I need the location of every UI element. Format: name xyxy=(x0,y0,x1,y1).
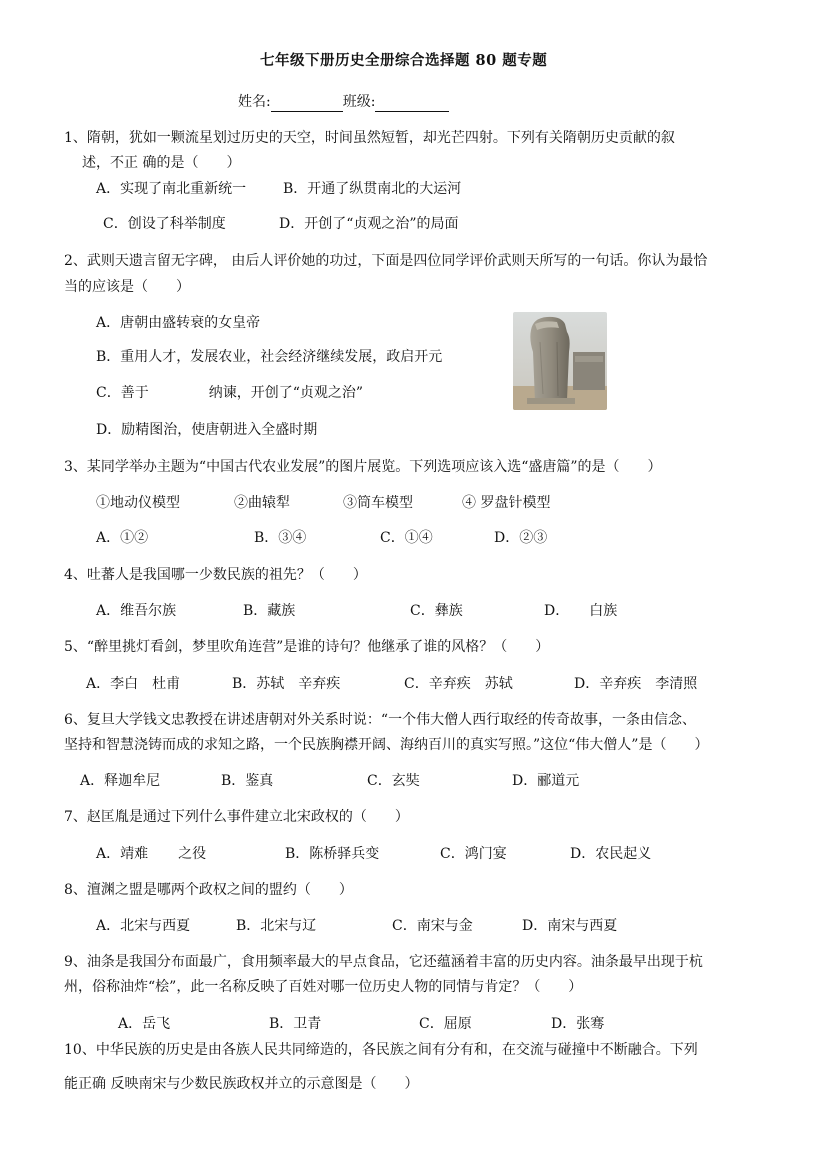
option-a[interactable]: A．实现了南北重新统一 xyxy=(96,181,247,197)
question-stem: 述，不正 确的是（ ） xyxy=(82,155,241,171)
question-stem: 坚持和智慧浇铸而成的求知之路，一个民族胸襟开阔、海纳百川的真实写照。”这位“伟大僧人”是（ ） xyxy=(64,737,709,753)
option-d[interactable]: D．郦道元 xyxy=(512,773,580,789)
option-b[interactable]: B．北宋与辽 xyxy=(236,918,317,934)
option-c-part2: 纳谏，开创了“贞观之治” xyxy=(208,385,364,401)
question-stem: 3、某同学举办主题为“中国古代农业发展”的图片展览。下列选项应该入选“盛唐篇”的是（ ） xyxy=(64,459,662,475)
option-c[interactable]: C．屈原 xyxy=(419,1016,472,1032)
question-stem: 州，俗称油炸“桧”，此一名称反映了百姓对哪一位历史人物的同情与肯定？（ ） xyxy=(64,979,583,995)
stele-icon xyxy=(513,312,607,410)
question-stem: 7、赵匡胤是通过下列什么事件建立北宋政权的（ ） xyxy=(64,809,409,825)
list-item: ①地动仪模型 xyxy=(96,495,180,511)
option-b[interactable]: B．重用人才，发展农业，社会经济继续发展，政启开元 xyxy=(96,349,443,365)
class-label: 班级: xyxy=(342,94,376,110)
option-d[interactable]: D．农民起义 xyxy=(570,846,652,862)
question-stem: 6、复旦大学钱文忠教授在讲述唐朝对外关系时说：“一个伟大僧人西行取经的传奇故事，一条由信念、 xyxy=(64,712,697,728)
option-b[interactable]: B．开通了纵贯南北的大运河 xyxy=(283,181,462,197)
option-d[interactable]: D． 白族 xyxy=(544,603,618,619)
option-a[interactable]: A．①② xyxy=(96,530,149,546)
option-d[interactable]: D．励精图治，使唐朝进入全盛时期 xyxy=(96,422,318,438)
option-c-part1: C．善于 xyxy=(96,385,149,401)
option-d[interactable]: D．②③ xyxy=(494,530,548,546)
option-c[interactable]: C．①④ xyxy=(380,530,433,546)
option-b[interactable]: B．鉴真 xyxy=(221,773,274,789)
option-a[interactable]: A．靖难 之役 xyxy=(96,846,207,862)
option-c[interactable]: C．玄奘 xyxy=(367,773,420,789)
list-item: ②曲辕犁 xyxy=(234,495,290,511)
option-b[interactable]: B．③④ xyxy=(254,530,307,546)
option-d[interactable]: D．张骞 xyxy=(551,1016,605,1032)
list-item: ④ 罗盘针模型 xyxy=(462,495,551,511)
question-stem: 5、“醉里挑灯看剑，梦里吹角连营”是谁的诗句？他继承了谁的风格？（ ） xyxy=(64,639,550,655)
name-class-line xyxy=(238,92,449,112)
name-blank[interactable] xyxy=(271,96,343,112)
option-c[interactable]: C．南宋与金 xyxy=(392,918,473,934)
option-a[interactable]: A．唐朝由盛转衰的女皇帝 xyxy=(96,315,261,331)
option-a[interactable]: A．释迦牟尼 xyxy=(80,773,161,789)
question-stem: 1、隋朝，犹如一颗流星划过历史的天空，时间虽然短暂，却光芒四射。下列有关隋朝历史贡献的叙 xyxy=(64,130,675,146)
option-c[interactable]: C．辛弃疾 苏轼 xyxy=(404,676,513,692)
question-stem: 8、澶渊之盟是哪两个政权之间的盟约（ ） xyxy=(64,882,353,898)
option-a[interactable]: A．李白 杜甫 xyxy=(86,676,181,692)
page-title: 七年级下册历史全册综合选择题 80 题专题 xyxy=(260,52,548,69)
option-d[interactable]: D．南宋与西夏 xyxy=(522,918,618,934)
option-d[interactable]: D．辛弃疾 李清照 xyxy=(574,676,698,692)
list-item: ③筒车模型 xyxy=(343,495,413,511)
option-b[interactable]: B．卫青 xyxy=(269,1016,322,1032)
option-a[interactable]: A．北宋与西夏 xyxy=(96,918,191,934)
option-c[interactable]: C．鸿门宴 xyxy=(440,846,507,862)
question-stem: 4、吐蕃人是我国哪一少数民族的祖先？（ ） xyxy=(64,567,367,583)
class-blank[interactable] xyxy=(375,96,449,112)
option-b[interactable]: B．藏族 xyxy=(243,603,296,619)
question-stem: 10、中华民族的历史是由各族人民共同缔造的，各民族之间有分有和，在交流与碰撞中不断融合。下列 xyxy=(64,1042,698,1058)
option-a[interactable]: A．岳飞 xyxy=(118,1016,171,1032)
option-b[interactable]: B．苏轼 辛弃疾 xyxy=(232,676,341,692)
question-stem: 2、武则天遗言留无字碑， 由后人评价她的功过，下面是四位同学评价武则天所写的一句话。你认为最恰 xyxy=(64,253,708,269)
question-stem: 当的应该是（ ） xyxy=(64,279,190,295)
wordless-stele-image xyxy=(513,312,607,410)
option-c[interactable]: C．创设了科举制度 xyxy=(103,216,226,232)
option-d[interactable]: D．开创了“贞观之治”的局面 xyxy=(279,216,459,232)
option-c[interactable]: C．彝族 xyxy=(410,603,463,619)
name-label: 姓名: xyxy=(238,94,271,110)
option-c[interactable] xyxy=(96,383,363,403)
option-b[interactable]: B．陈桥驿兵变 xyxy=(285,846,380,862)
option-a[interactable]: A．维吾尔族 xyxy=(96,603,177,619)
question-stem: 9、油条是我国分布面最广，食用频率最大的早点食品，它还蕴涵着丰富的历史内容。油条最早出现于杭 xyxy=(64,954,703,970)
question-stem: 能正确 反映南宋与少数民族政权并立的示意图是（ ） xyxy=(64,1076,419,1092)
